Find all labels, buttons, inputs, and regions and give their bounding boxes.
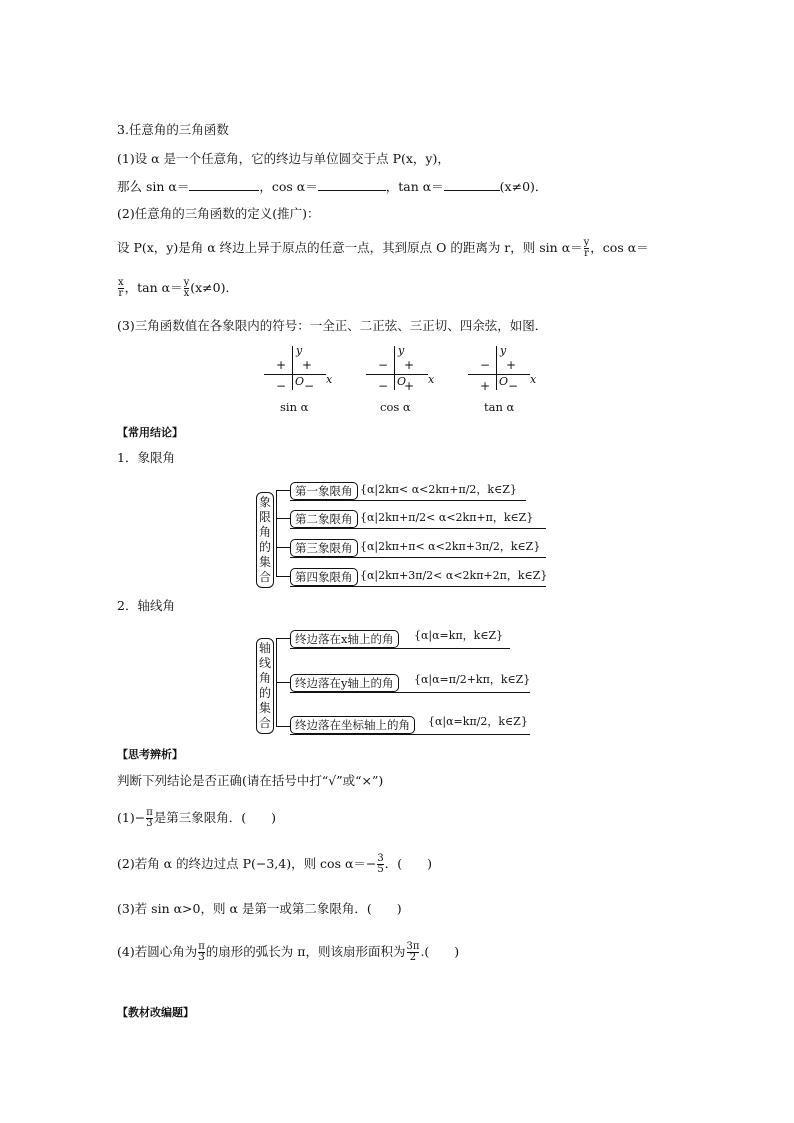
- connector-1: [276, 490, 290, 491]
- third-quadrant-box: 第三象限角: [290, 539, 358, 557]
- q2-sign: +: [276, 358, 287, 372]
- paragraph-5: [117, 278, 238, 299]
- definition-cond: (x≠0)．: [190, 280, 238, 295]
- quadrant-angle-diagram: [256, 476, 546, 588]
- q1-sign: +: [302, 358, 313, 372]
- y-axis: [292, 346, 293, 390]
- item-quadrant-angles: 1．象限角: [117, 450, 175, 465]
- x-axis-label: x: [530, 373, 537, 386]
- fraction-x-over-r: $\frac{x}{r}$: [118, 277, 124, 299]
- q4-sign: +: [404, 379, 415, 393]
- connector-2: [276, 682, 290, 683]
- q3-sign: +: [480, 379, 491, 393]
- y-axis-label: y: [296, 344, 303, 357]
- fraction-3pi-over-2: $\frac{3\pi}{2}$: [406, 941, 420, 963]
- question-3: (3)若 sin α>0，则 α 是第一或第二象限角．( ): [117, 901, 402, 916]
- connector-4: [276, 576, 290, 577]
- section-title: 3.任意角的三角函数: [117, 122, 229, 137]
- x-axis-angle-set: {α|α=kπ，k∈Z}: [414, 629, 504, 642]
- coord-axis-angle-box: 终边落在坐标轴上的角: [290, 716, 415, 734]
- paragraph-1: (1)设 α 是一个任意角，它的终边与单位圆交于点 P(x，y)，: [117, 151, 450, 166]
- fourth-quadrant-set: {α|2kπ+3π/2< α<2kπ+2π，k∈Z}: [360, 569, 548, 582]
- row4-underline: [290, 586, 546, 587]
- third-quadrant-set: {α|2kπ+π< α<2kπ+3π/2，k∈Z}: [360, 540, 541, 553]
- tan-caption: tan α: [484, 400, 515, 414]
- second-quadrant-set: {α|2kπ+π/2< α<2kπ+π，k∈Z}: [360, 511, 534, 524]
- origin-label: O: [499, 375, 509, 388]
- paragraph-3: (2)任意角的三角函数的定义(推广)：: [117, 206, 320, 221]
- paragraph-4: [117, 238, 649, 259]
- sin-blank: [189, 178, 259, 191]
- tan-cond: (x≠0)．: [499, 179, 548, 194]
- x-axis-label: x: [326, 373, 333, 386]
- cos-label: ，cos α＝: [259, 179, 318, 194]
- connector: [276, 490, 277, 576]
- cos-quadrant-diagram: [364, 344, 444, 416]
- y-axis-angle-set: {α|α=π/2+kπ，k∈Z}: [414, 673, 531, 686]
- q1-sign: +: [404, 358, 415, 372]
- q2-sign: −: [378, 358, 389, 372]
- axis-set-label: 轴 线 角 的 集 合: [256, 638, 274, 734]
- coord-axis-angle-set: {α|α=kπ/2，k∈Z}: [428, 715, 528, 728]
- textbook-heading: 【教材改编题】: [117, 1006, 194, 1019]
- first-quadrant-box: 第一象限角: [290, 482, 358, 500]
- connector-1: [276, 638, 290, 639]
- sin-caption: sin α: [280, 400, 309, 414]
- fraction-y-over-r: $\frac{y}{r}$: [583, 237, 590, 259]
- definition-tan: ，tan α＝: [124, 280, 183, 295]
- q1-sign: +: [506, 358, 517, 372]
- y-axis: [394, 346, 395, 390]
- sin-label: 那么 sin α＝: [117, 179, 190, 194]
- item-axis-angles: 2．轴线角: [117, 598, 175, 613]
- x-axis-angle-box: 终边落在x轴上的角: [290, 630, 399, 648]
- tan-blank: [444, 178, 500, 191]
- common-heading: 【常用结论】: [117, 426, 183, 439]
- y-axis-label: y: [398, 344, 405, 357]
- fourth-quadrant-box: 第四象限角: [290, 568, 358, 586]
- x-axis-label: x: [428, 373, 435, 386]
- y-axis-label: y: [500, 344, 507, 357]
- cos-caption: cos α: [380, 400, 411, 414]
- row1-underline: [290, 648, 510, 649]
- thinking-heading: 【思考辨析】: [117, 748, 183, 761]
- q4-sign: −: [304, 379, 315, 393]
- sin-quadrant-diagram: [262, 344, 342, 416]
- q3-sign: −: [276, 379, 287, 393]
- q2-sign: −: [480, 358, 491, 372]
- paragraph-6: (3)三角函数值在各象限内的符号：一全正、二正弦、三正切、四余弦，如图．: [117, 318, 548, 333]
- fraction-y-over-x: $\frac{y}{x}$: [183, 277, 190, 299]
- y-axis: [496, 346, 497, 390]
- axis-angle-diagram: [256, 624, 546, 740]
- tan-label: ，tan α＝: [385, 179, 444, 194]
- y-axis-angle-box: 终边落在y轴上的角: [290, 674, 399, 692]
- q4-sign: −: [508, 379, 519, 393]
- fraction-pi-over-3: $\frac{\pi}{3}$: [146, 807, 153, 829]
- definition-text: 设 P(x，y)是角 α 终边上异于原点的任意一点，其到原点 O 的距离为 r，则 sin α＝: [117, 240, 583, 255]
- question-1: (1)− $\frac{\pi}{3}$ 是第三象限角．( ): [117, 807, 277, 829]
- paragraph-2: [117, 178, 547, 195]
- origin-label: O: [295, 375, 305, 388]
- tan-quadrant-diagram: [466, 344, 546, 416]
- q3-sign: −: [378, 379, 389, 393]
- connector-2: [276, 518, 290, 519]
- thinking-intro: 判断下列结论是否正确(请在括号中打“√”或“×”): [117, 773, 384, 788]
- cos-blank: [318, 178, 386, 191]
- first-quadrant-set: {α|2kπ< α<2kπ+π/2，k∈Z}: [360, 483, 517, 496]
- definition-cos: ，cos α＝: [590, 240, 649, 255]
- row3-underline: [290, 557, 546, 558]
- connector-3: [276, 726, 290, 727]
- question-4: (4)若圆心角为 $\frac{\pi}{3}$ 的扇形的弧长为 π，则该扇形面积为 $\frac{3\pi}{2}$ .( ): [117, 941, 460, 963]
- question-2: (2)若角 α 的终边过点 P(−3,4)，则 cos α＝− $\frac{3}{5}$ ．( ): [117, 853, 433, 875]
- row2-underline: [290, 528, 546, 529]
- row3-underline: [290, 734, 530, 735]
- second-quadrant-box: 第二象限角: [290, 510, 358, 528]
- fraction-3-over-5: $\frac{3}{5}$: [377, 853, 384, 875]
- row1-underline: [290, 500, 526, 501]
- connector-3: [276, 547, 290, 548]
- fraction-pi-over-3: $\frac{\pi}{3}$: [198, 941, 205, 963]
- origin-label: O: [397, 375, 407, 388]
- quadrant-set-label: 象 限 角 的 集 合: [256, 492, 274, 588]
- row2-underline: [290, 692, 530, 693]
